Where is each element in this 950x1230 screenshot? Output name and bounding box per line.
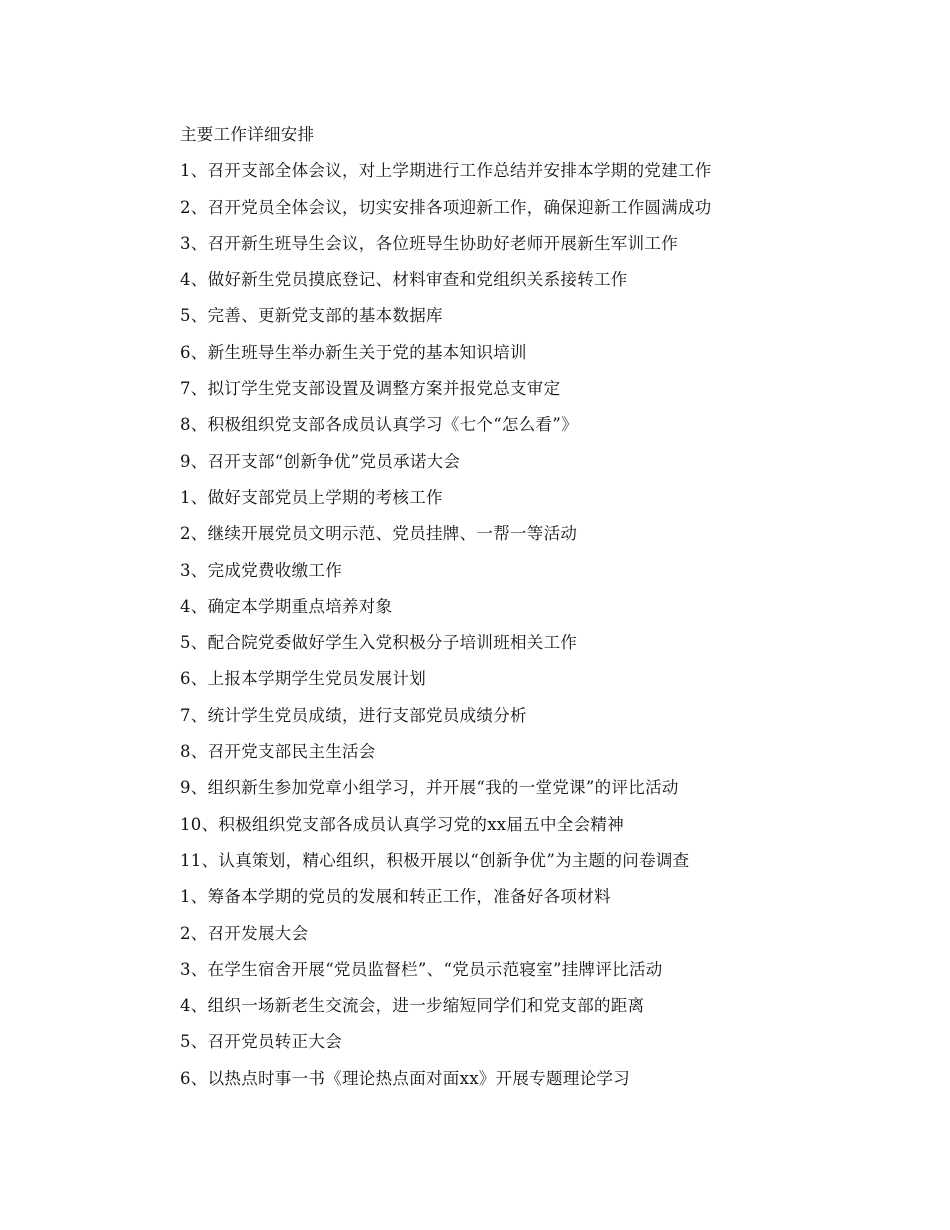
list-item: 4、做好新生党员摸底登记、材料审查和党组织关系接转工作: [180, 270, 628, 290]
list-item: 9、组织新生参加党章小组学习，并开展“我的一堂党课”的评比活动: [180, 778, 679, 798]
list-item: 9、召开支部“创新争优”党员承诺大会: [180, 451, 461, 471]
document-title: 主要工作详细安排: [180, 125, 315, 144]
list-item: 4、确定本学期重点培养对象: [180, 596, 393, 616]
list-item: 5、召开党员转正大会: [180, 1032, 342, 1052]
list-item: 8、召开党支部民主生活会: [180, 742, 376, 762]
list-item: 4、组织一场新老生交流会，进一步缩短同学们和党支部的距离: [180, 996, 645, 1016]
list-item: 7、拟订学生党支部设置及调整方案并报党总支审定: [180, 379, 561, 399]
list-item: 1、做好支部党员上学期的考核工作: [180, 487, 443, 507]
list-item: 6、新生班导生举办新生关于党的基本知识培训: [180, 342, 527, 362]
list-item: 2、召开发展大会: [180, 923, 309, 943]
list-item: 1、筹备本学期的党员的发展和转正工作，准备好各项材料: [180, 887, 611, 907]
list-item: 2、召开党员全体会议，切实安排各项迎新工作，确保迎新工作圆满成功: [180, 197, 712, 217]
list-item: 11、认真策划，精心组织，积极开展以“创新争优”为主题的问卷调查: [180, 850, 690, 870]
list-item: 10、积极组织党支部各成员认真学习党的xx届五中全会精神: [180, 814, 625, 834]
list-item: 6、上报本学期学生党员发展计划: [180, 669, 426, 689]
list-item: 6、以热点时事一书《理论热点面对面xx》开展专题理论学习: [180, 1068, 631, 1088]
list-item: 5、完善、更新党支部的基本数据库: [180, 306, 443, 326]
list-item: 1、召开支部全体会议，对上学期进行工作总结并安排本学期的党建工作: [180, 161, 712, 181]
document-body: [180, 117, 820, 1097]
list-item: 3、完成党费收缴工作: [180, 560, 342, 580]
list-item: 7、统计学生党员成绩，进行支部党员成绩分析: [180, 705, 527, 725]
list-item: 3、召开新生班导生会议，各位班导生协助好老师开展新生军训工作: [180, 233, 678, 253]
list-item: 2、继续开展党员文明示范、党员挂牌、一帮一等活动: [180, 524, 578, 544]
list-item: 3、在学生宿舍开展“党员监督栏”、“党员示范寝室”挂牌评比活动: [180, 959, 663, 979]
list-item: 5、配合院党委做好学生入党积极分子培训班相关工作: [180, 633, 578, 653]
list-item: 8、积极组织党支部各成员认真学习《七个“怎么看”》: [180, 415, 578, 435]
